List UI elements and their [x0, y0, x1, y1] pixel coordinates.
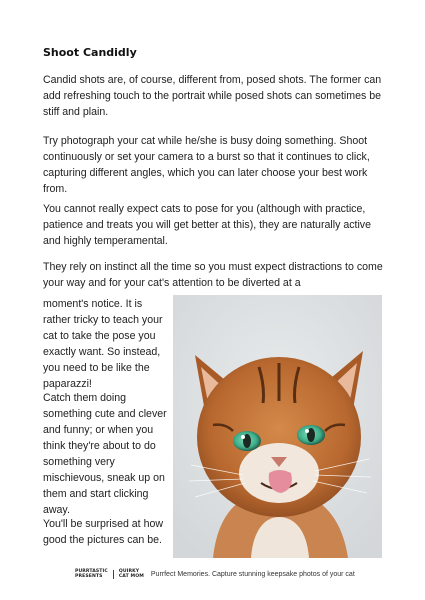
column-paragraph-paparazzi: moment's notice. It is rather tricky to teach your cat to take the pose you exactly want. So instead, you need to be like the paparazzi! — [43, 298, 163, 390]
cat-illustration — [173, 295, 382, 558]
footer-logo — [75, 569, 144, 579]
logo-brand-1: QUIRKY — [118, 569, 140, 574]
logo-line-2: PRESENTS — [75, 574, 103, 579]
section-heading: Shoot Candidly — [43, 46, 137, 59]
paragraph-candid: Candid shots are, of course, different from, posed shots. The former can add refreshing touch to the portrait while posed shots can sometimes be stiff and plain. — [43, 74, 382, 118]
column-paragraph-surprised: You'll be surprised at how good the pictures can be. — [43, 518, 164, 546]
logo-line-1: PURRTASTIC — [75, 569, 108, 574]
cat-photo — [173, 295, 382, 558]
footer-caption: Purrfect Memories. Capture stunning keepsake photos of your cat — [150, 570, 355, 578]
paragraph-pose: You cannot really expect cats to pose for you (although with practice, patience and treats you will get better at this), they are naturally active and highly temperamental. — [43, 203, 371, 247]
column-paragraph-catch: Catch them doing something cute and clever and funny; or when you think they're about to do something very mischievous, sneak up on them and start clicking away. — [43, 392, 167, 516]
paragraph-photograph: Try photograph your cat while he/she is busy doing something. Shoot continuously or set your camera to a burst so that it continues to click, capturing different angles, which you can later choose your best work from. — [43, 135, 370, 195]
paragraph-instinct: They rely on instinct all the time so you must expect distractions to come your way and for your cat's attention to be diverted at a — [43, 261, 383, 289]
page-footer — [75, 567, 355, 581]
logo-divider — [113, 570, 114, 579]
logo-brand-2: CAT MOM — [118, 574, 144, 579]
